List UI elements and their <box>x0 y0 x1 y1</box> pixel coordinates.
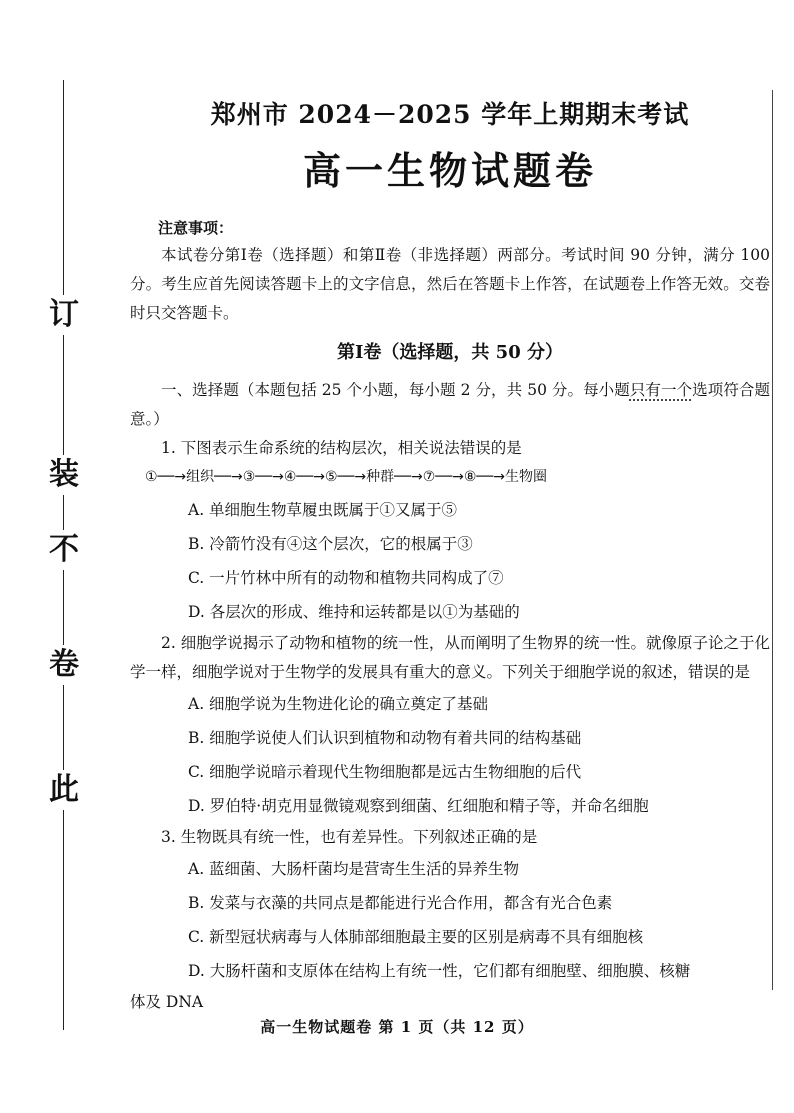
section-title: 第Ⅰ卷（选择题，共 50 分） <box>336 342 563 363</box>
option-c: C. 新型冠状病毒与人体肺部细胞最主要的区别是病毒不具有细胞核 <box>188 928 644 946</box>
option-d: D. 罗伯特·胡克用显微镜观察到细菌、红细胞和精子等，并命名细胞 <box>188 797 649 815</box>
question-2 <box>130 629 770 823</box>
question-stem: 3. 生物既具有统一性，也有差异性。下列叙述正确的是 <box>161 828 538 846</box>
hierarchy-chain: ①──→组织──→③──→④──→⑤──→种群──→⑦──→⑧──→生物圈 <box>145 469 548 485</box>
question-1 <box>130 434 770 629</box>
binding-char-juan: 卷 <box>44 645 84 685</box>
binding-char-zhuang: 装 <box>44 455 84 495</box>
notice-heading: 注意事项： <box>158 219 234 237</box>
exam-page-content <box>130 95 770 1017</box>
right-edge-line <box>772 90 773 990</box>
option-c: C. 细胞学说暗示着现代生物细胞都是远古生物细胞的后代 <box>188 763 582 781</box>
instructions-emphasis: 只有一个 <box>629 381 693 399</box>
option-c: C. 一片竹林中所有的动物和植物共同构成了⑦ <box>188 569 504 587</box>
option-a: A. 单细胞生物草履虫既属于①又属于⑤ <box>188 501 458 519</box>
notice-text: 本试卷分第Ⅰ卷（选择题）和第Ⅱ卷（非选择题）两部分。考试时间 90 分钟，满分 100 分。考生应首先阅读答题卡上的文字信息，然后在答题卡上作答，在试题卷上作答无效。交卷时只交答题卡。 <box>130 246 770 322</box>
page-footer: 高一生物试题卷 第 1 页（共 12 页） <box>260 1018 534 1036</box>
option-d: D. 各层次的形成、维持和运转都是以①为基础的 <box>188 603 520 621</box>
binding-char-bu: 不 <box>44 530 84 570</box>
paper-title: 高一生物试题卷 <box>302 149 597 193</box>
binding-char-ding: 订 <box>44 295 84 335</box>
option-d: D. 大肠杆菌和支原体在结构上有统一性，它们都有细胞壁、细胞膜、核糖 <box>188 962 691 980</box>
question-3 <box>130 823 770 1017</box>
option-b: B. 细胞学说使人们认识到植物和动物有着共同的结构基础 <box>188 729 582 747</box>
section-instructions <box>130 376 770 434</box>
binding-margin <box>0 0 90 1113</box>
instructions-post: 选项符合题意。） <box>130 381 770 428</box>
question-stem: 1. 下图表示生命系统的结构层次，相关说法错误的是 <box>161 439 522 457</box>
option-b: B. 发菜与衣藻的共同点是都能进行光合作用，都含有光合色素 <box>188 894 613 912</box>
option-b: B. 冷箭竹没有④这个层次，它的根属于③ <box>188 535 473 553</box>
option-a: A. 细胞学说为生物进化论的确立奠定了基础 <box>188 695 489 713</box>
binding-char-ci: 此 <box>44 770 84 810</box>
option-a: A. 蓝细菌、大肠杆菌均是营寄生生活的异养生物 <box>188 860 520 878</box>
question-stem: 2. 细胞学说揭示了动物和植物的统一性，从而阐明了生物界的统一性。就像原子论之于化学一样，细胞学说对于生物学的发展具有重大的意义。下列关于细胞学说的叙述，错误的是 <box>130 634 770 681</box>
option-d-continuation: 体及 DNA <box>130 993 204 1011</box>
exam-name: 郑州市 2024－2025 学年上期期末考试 <box>210 100 690 129</box>
instructions-pre: 一、选择题（本题包括 25 个小题，每小题 2 分，共 50 分。每小题 <box>161 381 630 399</box>
